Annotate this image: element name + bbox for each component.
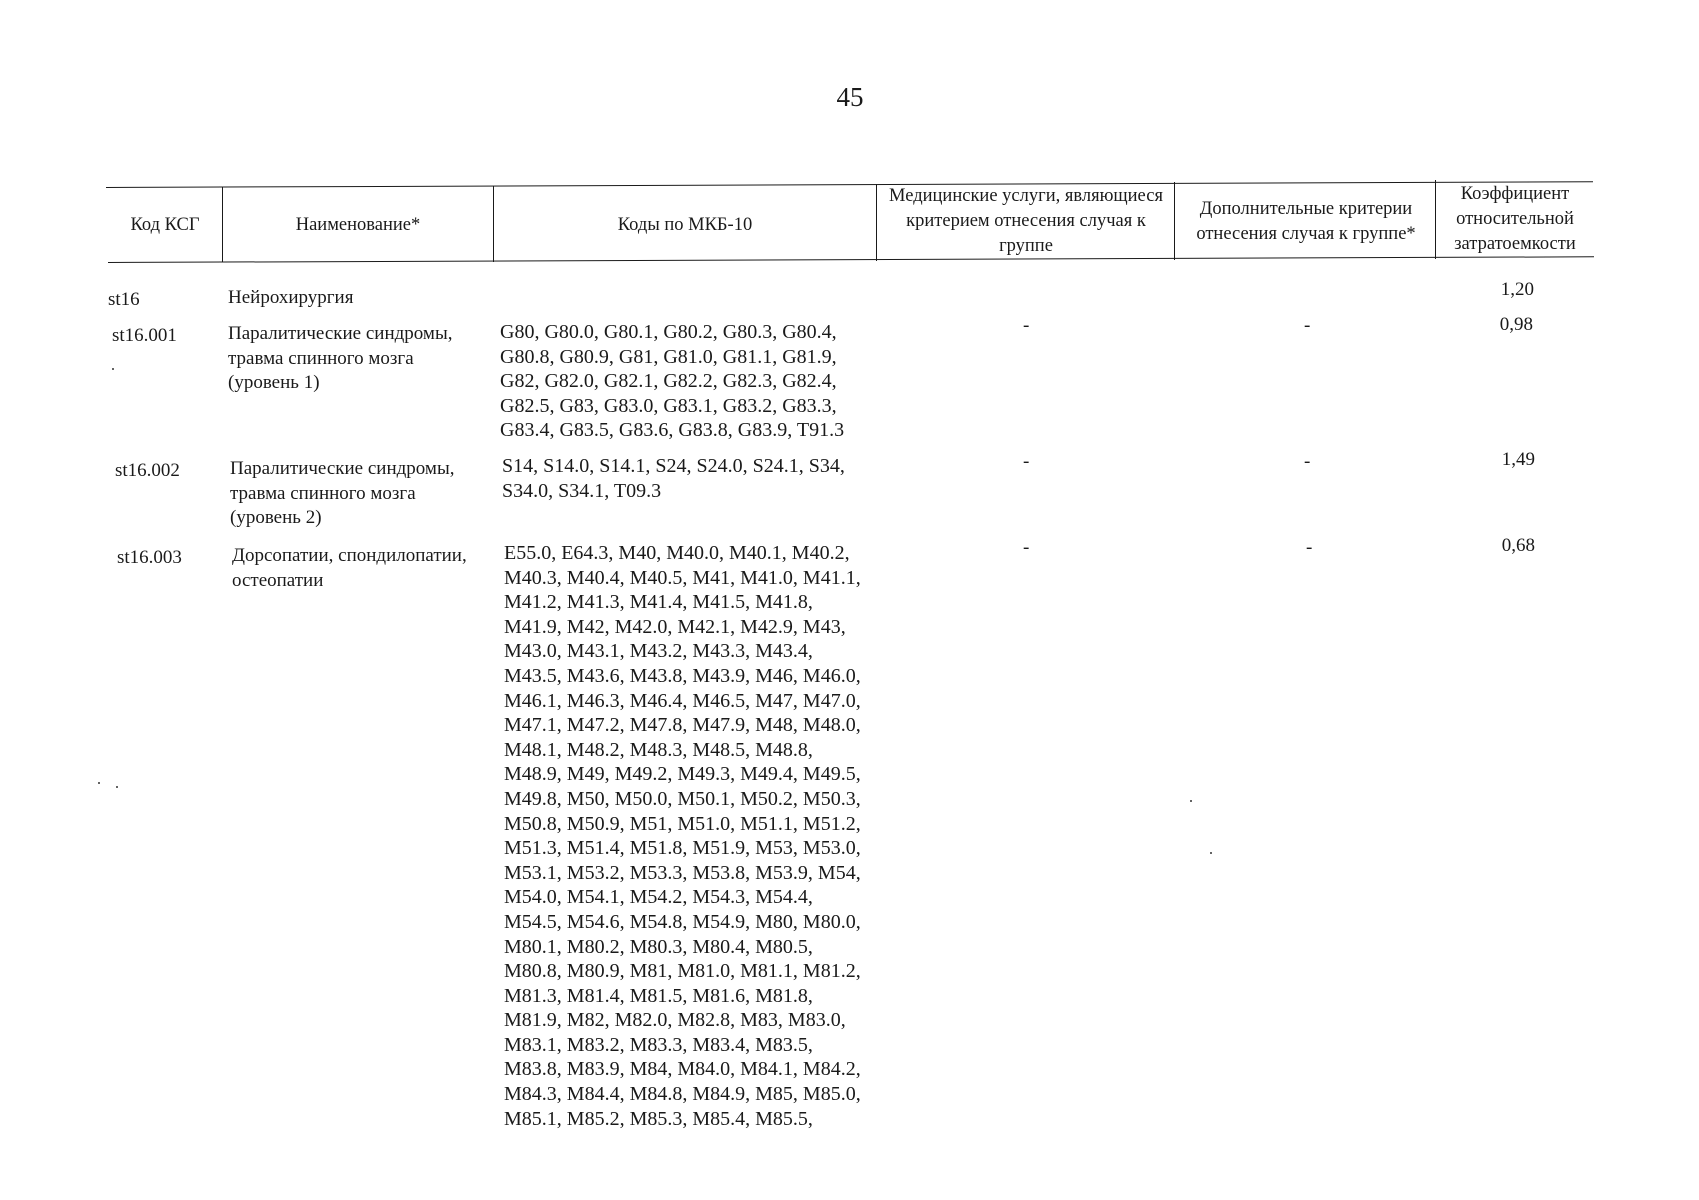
row-st16-name: Нейрохирургия bbox=[228, 287, 354, 308]
scan-speck bbox=[1210, 852, 1212, 854]
row-st16-003-name: Дорсопатии, спондилопатии, остеопатии bbox=[232, 545, 467, 591]
row-st16-coefficient: 1,20 bbox=[1500, 279, 1534, 300]
scan-speck bbox=[112, 368, 114, 370]
row-st16-002-services: - bbox=[1023, 451, 1030, 472]
row-st16-001-code: st16.001 bbox=[112, 325, 177, 346]
header-coefficient: Коэффициент относительной затратоемкости bbox=[1454, 183, 1576, 254]
header-additional-criteria: Дополнительные критерии отнесения случая к группе* bbox=[1196, 199, 1416, 244]
row-st16-003-services: - bbox=[1023, 537, 1030, 558]
row-st16-002-icd-codes: S14, S14.0, S14.1, S24, S24.0, S24.1, S34, S34.0, S34.1, T09.3 bbox=[502, 455, 845, 502]
row-st16-001-criteria: - bbox=[1304, 315, 1311, 336]
row-st16-003-icd-codes: E55.0, E64.3, M40, M40.0, M40.1, M40.2, M40.3, M40.4, M40.5, M41, M41.0, M41.1, M41.2, M41.3, M41.4, M41.5, M41.8, M41.9, M42, M42.0, M42.1, M42.9, M43, M43.0, M43.1, M43.2, M43.3, M43.4, M43.5, M43.6, M43.8, M43.9, M46, M46.0, M46.1, M46.3, M46.4, M46.5, M47, M47.0, M47.1, M47.2, M47.8, M47.9, M48, M48.0, M48.1, M48.2, M48.3, M48.5, M48.8, M48.9, M49, M49.2, M49.3, M49.4, M49.5, M49.8, M50, M50.0, M50.1, M50.2, M50.3, M50.8, M50.9, M51, M51.0, M51.1, M51.2, M51.3, M51.4, M51.8, M51.9, M53, M53.0, M53.1, M53.2, M53.3, M53.8, M53.9, M54, M54.0, M54.1, M54.2, M54.3, M54.4, M54.5, M54.6, M54.8, M54.9, M80, M80.0, M80.1, M80.2, M80.3, M80.4, M80.5, M80.8, M80.9, M81, M81.0, M81.1, M81.2, M81.3, M81.4, M81.5, M81.6, M81.8, M81.9, M82, M82.0, M82.8, M83, M83.0, M83.1, M83.2, M83.3, M83.4, M83.5, M83.8, M83.9, M84, M84.0, M84.1, M84.2, M84.3, M84.4, M84.8, M84.9, M85, M85.0, M85.1, M85.2, M85.3, M85.4, M85.5, bbox=[504, 542, 861, 1130]
header-ksg-code: Код КСГ bbox=[130, 214, 200, 235]
scan-speck bbox=[116, 786, 118, 788]
row-st16-003-coefficient: 0,68 bbox=[1501, 535, 1535, 556]
row-st16-002-criteria: - bbox=[1304, 451, 1311, 472]
header-medical-services: Медицинские услуги, являющиеся критерием отнесения случая к группе bbox=[889, 185, 1163, 256]
row-st16-code: st16 bbox=[108, 289, 140, 310]
row-st16-002-name: Паралитические синдромы, травма спинного мозга (уровень 2) bbox=[230, 458, 455, 529]
header-icd-codes: Коды по МКБ-10 bbox=[617, 214, 753, 235]
col-divider-4 bbox=[1174, 182, 1175, 260]
scan-speck bbox=[98, 782, 100, 784]
header-name: Наименование* bbox=[295, 214, 421, 235]
row-st16-003-criteria: - bbox=[1306, 537, 1313, 558]
row-st16-001-coefficient: 0,98 bbox=[1499, 314, 1533, 335]
row-st16-001-services: - bbox=[1023, 315, 1030, 336]
col-divider-3 bbox=[876, 184, 877, 261]
row-st16-001-name: Паралитические синдромы, травма спинного мозга (уровень 1) bbox=[228, 323, 453, 394]
row-st16-003-code: st16.003 bbox=[117, 547, 182, 568]
row-st16-001-icd-codes: G80, G80.0, G80.1, G80.2, G80.3, G80.4, G80.8, G80.9, G81, G81.0, G81.1, G81.9, G82, G82.0, G82.1, G82.2, G82.3, G82.4, G82.5, G83, G83.0, G83.1, G83.2, G83.3, G83.4, G83.5, G83.6, G83.8, G83.9, T91.3 bbox=[500, 321, 845, 442]
row-st16-002-coefficient: 1,49 bbox=[1501, 449, 1535, 470]
row-st16-002-code: st16.002 bbox=[115, 460, 180, 481]
scan-speck bbox=[1190, 800, 1192, 802]
page-number: 45 bbox=[836, 82, 864, 112]
